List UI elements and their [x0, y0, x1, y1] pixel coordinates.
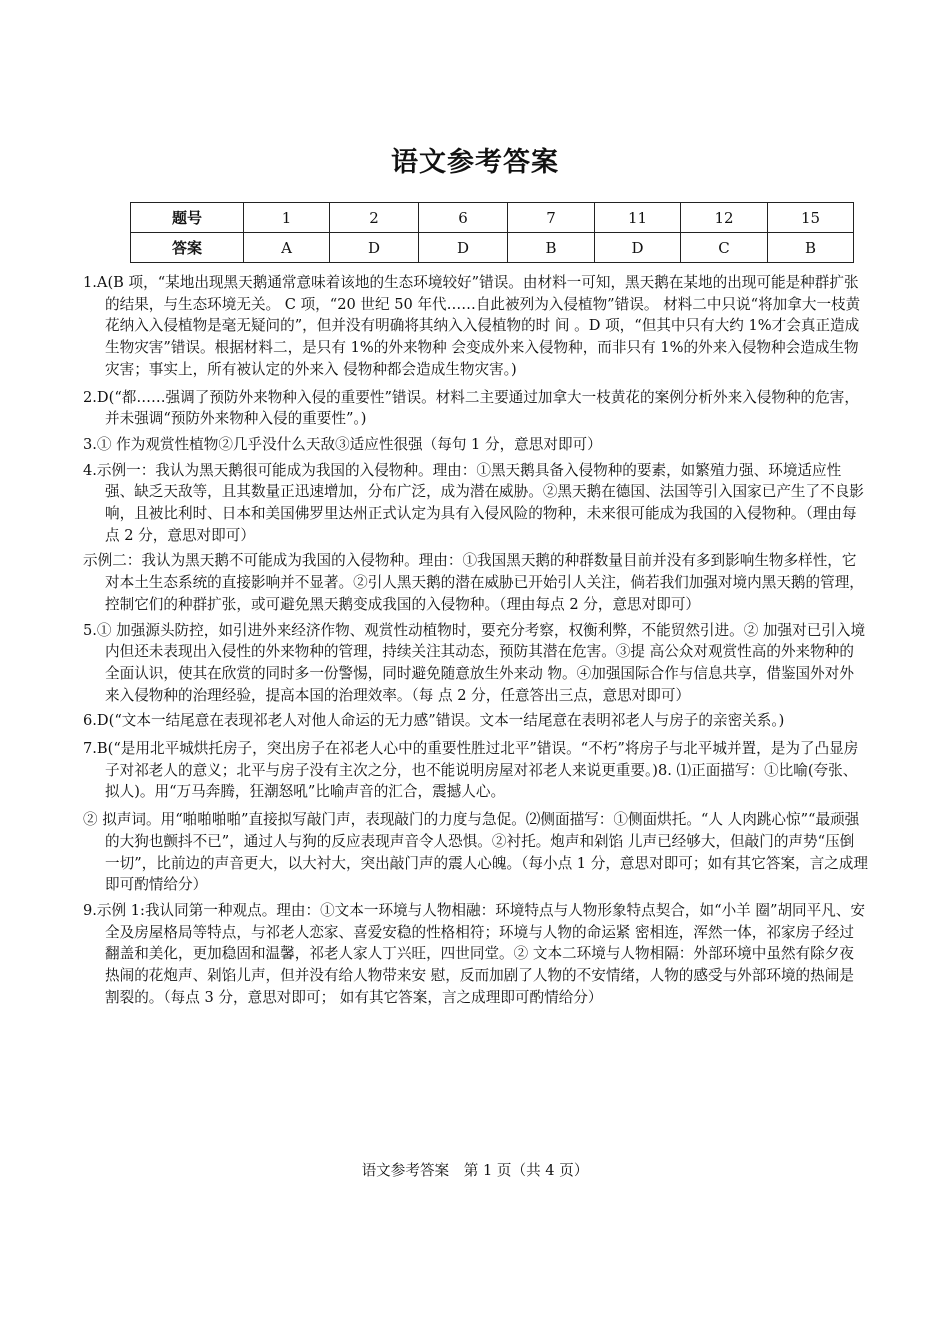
- answer-item-1: 1.A(B 项，“某地出现黑天鹅通常意味着该地的生态环境较好”错误。由材料一可知，黑天鹅在某地的出现可能是种群扩张的结果，与生态环境无关。 C 项，“20 世纪 50 年代……自此被列为入侵植物”错误。 材料二中只说“将加拿大一枝黄花纳入入侵植物是毫无疑问的”，但并没有明确将其纳入入侵植物的时 间 。D 项，“但其中只有大约 1%才会真正造成生物灾害”错误。根据材料二，是只有 1%的外来物种 会变成外来入侵物种，而非只有 1%的外来入侵物种会造成生物灾害；事实上，所有被认定的外来入 侵物种都会造成生物灾害。): [83, 274, 861, 378]
- answer-item-6: 6.D(“文本一结尾意在表现祁老人对他人命运的无力感”错误。文本一结尾意在表明祁老人与房子的亲密关系。): [83, 712, 785, 730]
- answer-cell: B: [508, 233, 595, 263]
- question-number-cell: 15: [768, 203, 854, 233]
- question-number-cell: 7: [508, 203, 595, 233]
- answer-table: [130, 202, 854, 263]
- question-number-cell: 2: [330, 203, 419, 233]
- answer-header: 答案: [131, 233, 244, 263]
- page-title: 语文参考答案: [391, 147, 559, 178]
- answer-item-8-continued: ② 拟声词。用“啪啪啪啪”直接拟写敲门声，表现敲门的力度与急促。⑵侧面描写：①侧面烘托。“人 人肉跳心惊”“最顽强的大狗也颤抖不已”，通过人与狗的反应表现声音令人恐惧。②衬托。炮声和剁馅 儿声已经够大，但敲门的声势“压倒一切”，比前边的声音更大，以大衬大，突出敲门声的震人心魄。（每小点 1 分，意思对即可；如有其它答案，言之成理即可酌情给分）: [83, 811, 869, 894]
- question-number-header: 题号: [131, 203, 244, 233]
- answer-cell: B: [768, 233, 854, 263]
- answer-cell: D: [595, 233, 681, 263]
- answer-explanations: [83, 272, 868, 1009]
- question-number-row: [131, 203, 854, 233]
- answer-item-5: 5.① 加强源头防控，如引进外来经济作物、观赏性动植物时，要充分考察，权衡利弊，不能贸然引进。② 加强对已引入境内但还未表现出入侵性的外来物种的管理，持续关注其动态，预防其潜在危害。③提 高公众对观赏性高的外来物种的全面认识，使其在欣赏的同时多一份警惕，同时避免随意放生外来动 物。④加强国际合作与信息共享，借鉴国外对外来入侵物种的治理经验，提高本国的治理效率。（每 点 2 分，任意答出三点，意思对即可）: [83, 621, 866, 704]
- question-number-cell: 12: [681, 203, 768, 233]
- answer-cell: D: [419, 233, 508, 263]
- question-number-cell: 11: [595, 203, 681, 233]
- answer-item-4-example-2: 示例二：我认为黑天鹅不可能成为我国的入侵物种。理由：①我国黑天鹅的种群数量目前并没有多到影响生物多样性，它对本土生态系统的直接影响并不显著。②引人黑天鹅的潜在威胁已开始引人关注，倘若我们加强对境内黑天鹅的管理，控制它们的种群扩张，或可避免黑天鹅变成我国的入侵物种。（理由每点 2 分，意思对即可）: [83, 552, 864, 613]
- answer-item-2: 2.D(“都……强调了预防外来物种入侵的重要性”错误。材料二主要通过加拿大一枝黄花的案例分析外来入侵物种的危害，并未强调“预防外来物种入侵的重要性”。): [83, 388, 859, 428]
- page-footer: 语文参考答案 第 1 页（共 4 页）: [361, 1162, 589, 1179]
- question-number-cell: 1: [244, 203, 330, 233]
- answer-row: [131, 233, 854, 263]
- answer-cell: A: [244, 233, 330, 263]
- answer-item-3: 3.① 作为观赏性植物②几乎没什么天敌③适应性很强（每句 1 分，意思对即可）: [83, 435, 602, 453]
- answer-item-9: 9.示例 1:我认同第一种观点。理由：①文本一环境与人物相融：环境特点与人物形象特点契合，如“小羊 圈”胡同平凡、安全及房屋格局等特点，与祁老人恋家、喜爱安稳的性格相符；环境与人物的命运紧 密相连，浑然一体，祁家房子经过翻盖和美化，更加稳固和温馨，祁老人家人丁兴旺，四世同堂。② 文本二环境与人物相隔：外部环境中虽然有除夕夜热闹的花炮声、剁馅儿声，但并没有给人物带来安 慰，反而加剧了人物的不安情绪，人物的感受与外部环境的热闹是割裂的。（每点 3 分，意思对即可； 如有其它答案，言之成理即可酌情给分）: [83, 901, 866, 1006]
- answer-item-7-8: 7.B(“是用北平城烘托房子，突出房子在祁老人心中的重要性胜过北平”错误。“不朽”将房子与北平城并置，是为了凸显房子对祁老人的意义；北平与房子没有主次之分，也不能说明房屋对祁老人来说更重要。)8. ⑴正面描写：①比喻(夸张、拟人)。用“万马奔腾，狂潮怒吼”比喻声音的汇合，震撼人心。: [83, 740, 859, 801]
- answer-cell: D: [330, 233, 419, 263]
- question-number-cell: 6: [419, 203, 508, 233]
- answer-item-4: 4.示例一：我认为黑天鹅很可能成为我国的入侵物种。理由：①黑天鹅具备入侵物种的要素，如繁殖力强、环境适应性强、缺乏天敌等，且其数量正迅速增加，分布广泛，成为潜在威胁。②黑天鹅在德国、法国等引入国家已产生了不良影响，且被比利时、日本和美国佛罗里达州正式认定为具有入侵风险的物种，未来很可能成为我国的入侵物种。（理由每点 2 分，意思对即可）: [83, 461, 864, 544]
- answer-cell: C: [681, 233, 768, 263]
